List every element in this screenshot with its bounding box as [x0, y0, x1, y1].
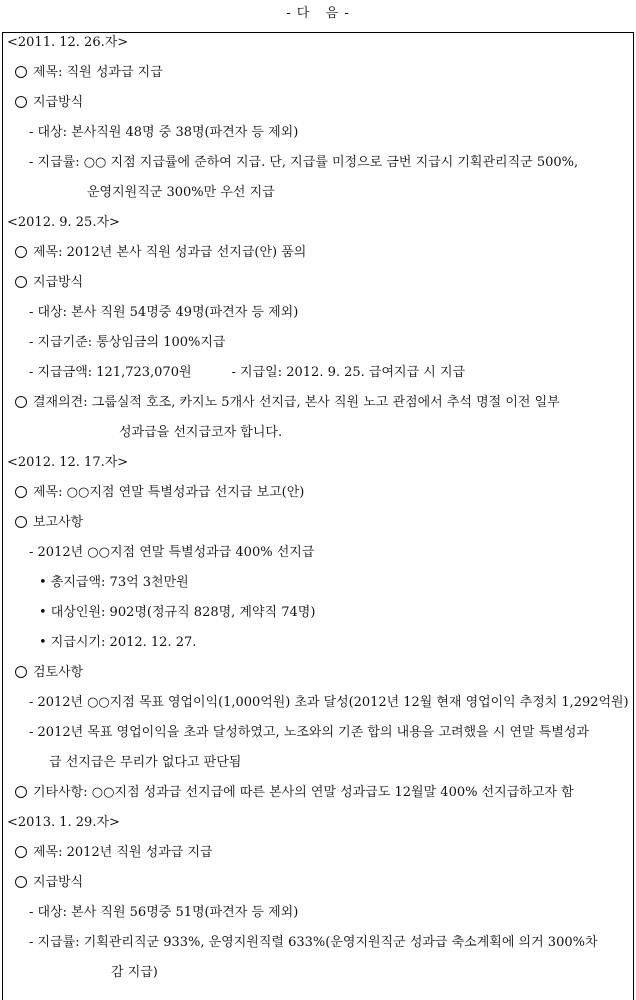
title-line: 제목: 2012년 본사 직원 성과급 선지급(안) 품의 [15, 245, 306, 261]
opinion-line: 결재의견: 그룹실적 호조, 카지노 5개사 선지급, 본사 직원 노고 관점에서 추석 명절 이전 일부 [15, 395, 560, 411]
detail-line: - 2012년 ○○지점 연말 특별성과급 400% 선지급 [29, 545, 315, 560]
date-header: <2012. 9. 25.자> [7, 215, 120, 230]
detail-line: - 2012년 ○○지점 목표 영업이익(1,000억원) 초과 달성(2012년 12월 현재 영업이익 추정치 1,292억원) [29, 695, 629, 710]
circle-bullet-icon [15, 876, 27, 888]
circle-bullet-icon [15, 396, 27, 408]
section-line: 지급방식 [15, 95, 83, 111]
circle-bullet-icon [15, 246, 27, 258]
date-header: <2012. 12. 17.자> [7, 455, 129, 470]
other-line: 기타사항: ○○지점 성과급 선지급에 따른 본사의 연말 성과급도 12월말 400% 선지급하고자 함 [15, 785, 574, 801]
document-heading: - 다 음 - [286, 6, 350, 21]
circle-bullet-icon [15, 846, 27, 858]
detail-line: - 대상: 본사직원 48명 중 38명(파견자 등 제외) [29, 125, 299, 140]
content-box [2, 32, 634, 1000]
detail-line: - 지급금액: 121,723,070원 - 지급일: 2012. 9. 25. 급여지급 시 지급 [29, 365, 466, 380]
detail-line: - 지급률: ○○ 지점 지급률에 준하여 지급. 단, 지급률 미정으로 금번 지급시 기획관리직군 500%, [29, 155, 579, 170]
continuation-line: 성과급을 선지급코자 합니다. [119, 425, 283, 440]
continuation-line: 운영지원직군 300%만 우선 지급 [87, 185, 275, 200]
section-line: 지급방식 [15, 875, 83, 891]
detail-line: - 2012년 목표 영업이익을 초과 달성하였고, 노조와의 기존 합의 내용을 고려했을 시 연말 특별성과 [29, 725, 589, 740]
circle-bullet-icon [15, 786, 27, 798]
detail-line: - 대상: 본사 직원 56명중 51명(파견자 등 제외) [29, 905, 299, 920]
circle-bullet-icon [15, 66, 27, 78]
section-line: 지급방식 [15, 275, 83, 291]
continuation-line: 급 선지급은 무리가 없다고 판단됨 [49, 755, 242, 770]
circle-bullet-icon [15, 276, 27, 288]
detail-line: - 지급률: 기획관리직군 933%, 운영지원직렬 633%(운영지원직군 성과급 축소계획에 의거 300%차 [29, 935, 598, 950]
circle-bullet-icon [15, 96, 27, 108]
continuation-line: 감 지급) [111, 965, 158, 980]
sub-detail-line: • 지급시기: 2012. 12. 27. [39, 635, 197, 650]
title-line: 제목: ○○지점 연말 특별성과급 선지급 보고(안) [15, 485, 304, 501]
detail-line: - 대상: 본사 직원 54명중 49명(파견자 등 제외) [29, 305, 299, 320]
section-line: 검토사항 [15, 665, 83, 681]
circle-bullet-icon [15, 516, 27, 528]
title-line: 제목: 직원 성과급 지급 [15, 65, 163, 81]
circle-bullet-icon [15, 486, 27, 498]
sub-detail-line: • 총지급액: 73억 3천만원 [39, 575, 189, 590]
date-header: <2013. 1. 29.자> [7, 815, 120, 830]
section-line: 보고사항 [15, 515, 83, 531]
date-header: <2011. 12. 26.자> [7, 35, 129, 50]
title-line: 제목: 2012년 직원 성과급 지급 [15, 845, 213, 861]
circle-bullet-icon [15, 666, 27, 678]
sub-detail-line: • 대상인원: 902명(정규직 828명, 계약직 74명) [39, 605, 316, 620]
detail-line: - 지급기준: 통상임금의 100%지급 [29, 335, 226, 350]
